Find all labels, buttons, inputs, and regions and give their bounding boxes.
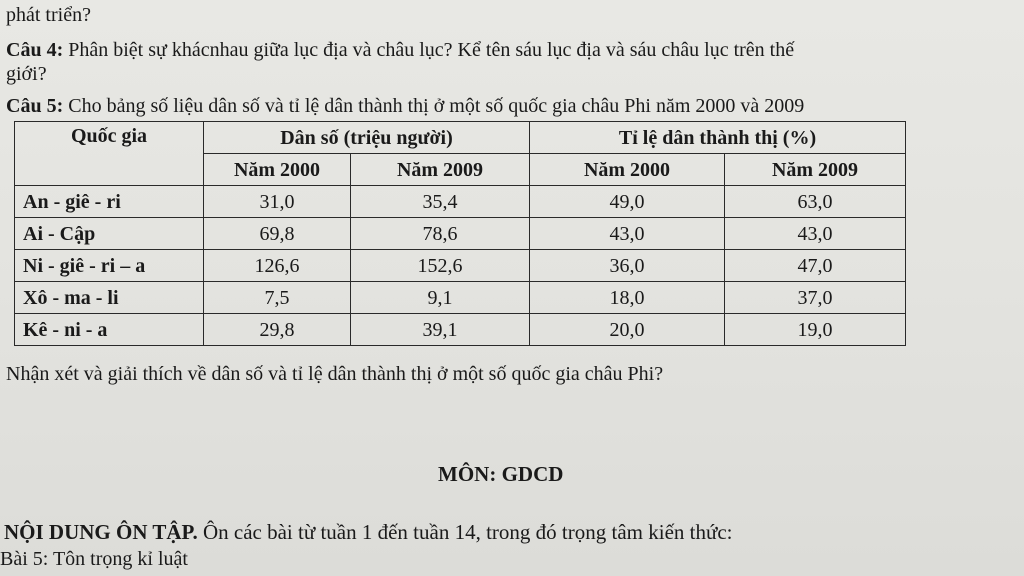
urban-2009-cell: 43,0 — [725, 218, 906, 250]
question-5-text: Cho bảng số liệu dân số và tỉ lệ dân thành thị ở một số quốc gia châu Phi năm 2000 và 2009 — [68, 95, 805, 117]
country-cell: Kê - ni - a — [15, 314, 204, 346]
urban-2000-cell: 20,0 — [530, 314, 725, 346]
question-5-line — [6, 94, 804, 118]
year-header-urban-2000: Năm 2000 — [530, 154, 725, 186]
lesson-line: Bài 5: Tôn trọng kỉ luật — [0, 548, 188, 570]
table-row — [15, 250, 906, 282]
table-row — [15, 314, 906, 346]
urban-2009-cell: 47,0 — [725, 250, 906, 282]
question-4-line — [6, 38, 794, 62]
pop-2009-cell: 152,6 — [351, 250, 530, 282]
urban-rate-group-header: Tỉ lệ dân thành thị (%) — [530, 122, 906, 154]
urban-2000-cell: 49,0 — [530, 186, 725, 218]
subject-heading: MÔN: GDCD — [438, 462, 564, 486]
country-cell: An - giê - ri — [15, 186, 204, 218]
urban-2000-cell: 18,0 — [530, 282, 725, 314]
table-row — [15, 186, 906, 218]
pop-2000-cell: 29,8 — [204, 314, 351, 346]
question-4-continuation: giới? — [6, 63, 47, 85]
pop-2000-cell: 126,6 — [204, 250, 351, 282]
country-column-header: Quốc gia — [15, 122, 204, 186]
urban-2009-cell: 63,0 — [725, 186, 906, 218]
year-header-urban-2009: Năm 2009 — [725, 154, 906, 186]
country-cell: Xô - ma - li — [15, 282, 204, 314]
urban-2009-cell: 37,0 — [725, 282, 906, 314]
population-group-header: Dân số (triệu người) — [204, 122, 530, 154]
pop-2000-cell: 7,5 — [204, 282, 351, 314]
country-cell: Ni - giê - ri – a — [15, 250, 204, 282]
review-text: Ôn các bài từ tuần 1 đến tuần 14, trong đó trọng tâm kiến thức: — [197, 520, 733, 544]
table-header-row — [15, 122, 906, 154]
urban-2009-cell: 19,0 — [725, 314, 906, 346]
pop-2009-cell: 35,4 — [351, 186, 530, 218]
review-label: NỘI DUNG ÔN TẬP. — [4, 520, 198, 544]
year-header-pop-2009: Năm 2009 — [351, 154, 530, 186]
table-discussion-prompt: Nhận xét và giải thích về dân số và tỉ lệ dân thành thị ở một số quốc gia châu Phi? — [6, 363, 664, 385]
pop-2009-cell: 78,6 — [351, 218, 530, 250]
country-cell: Ai - Cập — [15, 218, 204, 250]
pop-2000-cell: 69,8 — [204, 218, 351, 250]
top-fragment-text: phát triển? — [6, 4, 91, 26]
pop-2000-cell: 31,0 — [204, 186, 351, 218]
pop-2009-cell: 9,1 — [351, 282, 530, 314]
urban-2000-cell: 36,0 — [530, 250, 725, 282]
pop-2009-cell: 39,1 — [351, 314, 530, 346]
question-4-label: Câu 4: — [6, 39, 64, 61]
review-content-line — [4, 520, 733, 545]
table-row — [15, 218, 906, 250]
urban-2000-cell: 43,0 — [530, 218, 725, 250]
question-4-text: Phân biệt sự khácnhau giữa lục địa và châu lục? Kể tên sáu lục địa và sáu châu lục trên thế — [68, 39, 795, 61]
table-row — [15, 282, 906, 314]
year-header-pop-2000: Năm 2000 — [204, 154, 351, 186]
question-5-label: Câu 5: — [6, 95, 64, 117]
population-table — [14, 121, 906, 346]
